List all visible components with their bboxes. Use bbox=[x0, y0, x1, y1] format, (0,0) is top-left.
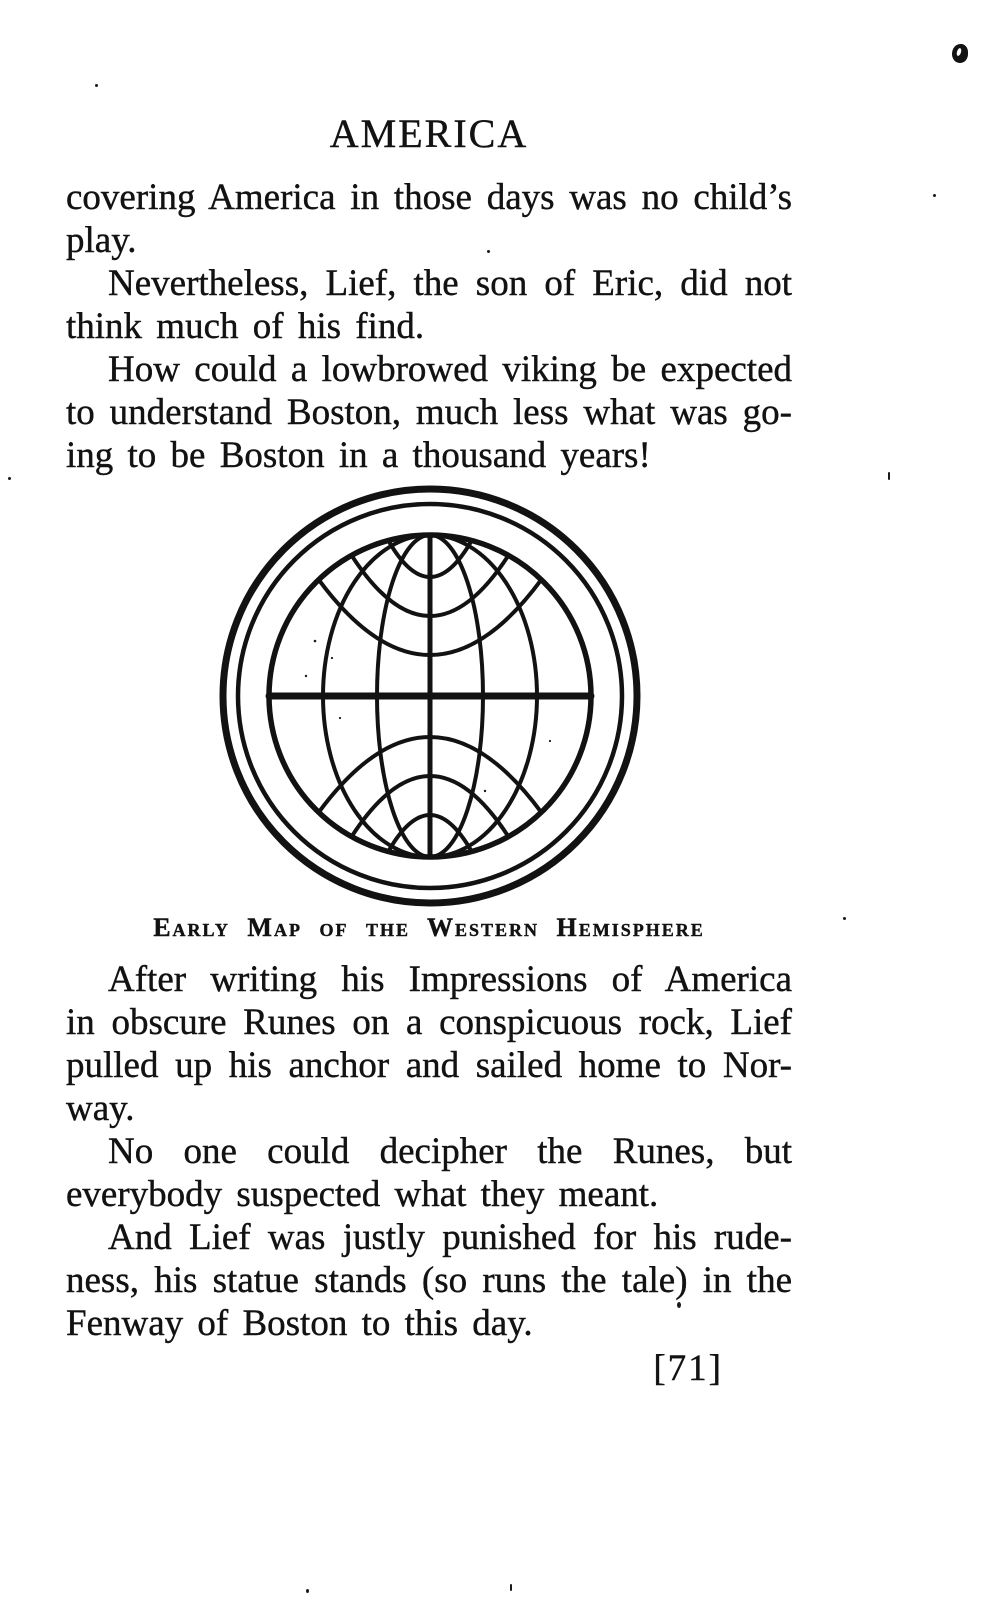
text-line: ing to be Boston in a thousand years! bbox=[66, 435, 651, 476]
page-title: AMERICA bbox=[329, 111, 529, 156]
paragraph bbox=[66, 262, 792, 348]
text-line: covering America in those days was no child’s bbox=[66, 177, 792, 218]
text-line: to understand Boston, much less what was go- bbox=[66, 392, 792, 433]
text-line: everybody suspected what they meant. bbox=[66, 1174, 659, 1215]
page-number: [71] bbox=[653, 1348, 723, 1389]
paragraph bbox=[66, 958, 792, 1130]
text-line: How could a lowbrowed viking be expected bbox=[108, 349, 792, 390]
ink-speck bbox=[510, 1584, 512, 1591]
ink-speck bbox=[888, 472, 890, 480]
text-line: play. bbox=[66, 220, 137, 261]
text-line: pulled up his anchor and sailed home to Nor- bbox=[66, 1045, 792, 1086]
text-line: Nevertheless, Lief, the son of Eric, did not bbox=[108, 263, 792, 304]
paragraph bbox=[66, 1130, 792, 1216]
text-line: ness, his statue stands (so runs the tale) in the bbox=[66, 1260, 792, 1301]
text-line: After writing his Impressions of America bbox=[108, 959, 792, 1000]
paragraph bbox=[66, 1216, 792, 1345]
text-line: in obscure Runes on a conspicuous rock, Lief bbox=[66, 1002, 792, 1043]
text-line: way. bbox=[66, 1088, 135, 1129]
ink-blot bbox=[952, 44, 968, 63]
text-line: think much of his find. bbox=[66, 306, 425, 347]
text-line: No one could decipher the Runes, but bbox=[108, 1131, 792, 1172]
globe-illustration bbox=[218, 484, 642, 908]
ink-speck bbox=[843, 917, 846, 920]
paragraph bbox=[66, 176, 792, 262]
ink-speck bbox=[306, 1589, 309, 1593]
text-line: Fenway of Boston to this day. bbox=[66, 1303, 533, 1344]
text-column-lower bbox=[66, 958, 792, 1345]
ink-speck bbox=[677, 1302, 681, 1308]
ink-speck bbox=[487, 250, 490, 253]
globe-svg bbox=[218, 484, 642, 908]
text-line: And Lief was justly punished for his rude- bbox=[108, 1217, 792, 1258]
ink-speck bbox=[933, 194, 936, 197]
ink-speck bbox=[8, 477, 11, 480]
text-column-upper bbox=[66, 176, 792, 477]
paragraph bbox=[66, 348, 792, 477]
figure-caption: Early Map of the Western Hemisphere bbox=[153, 913, 705, 942]
ink-speck bbox=[95, 84, 98, 87]
